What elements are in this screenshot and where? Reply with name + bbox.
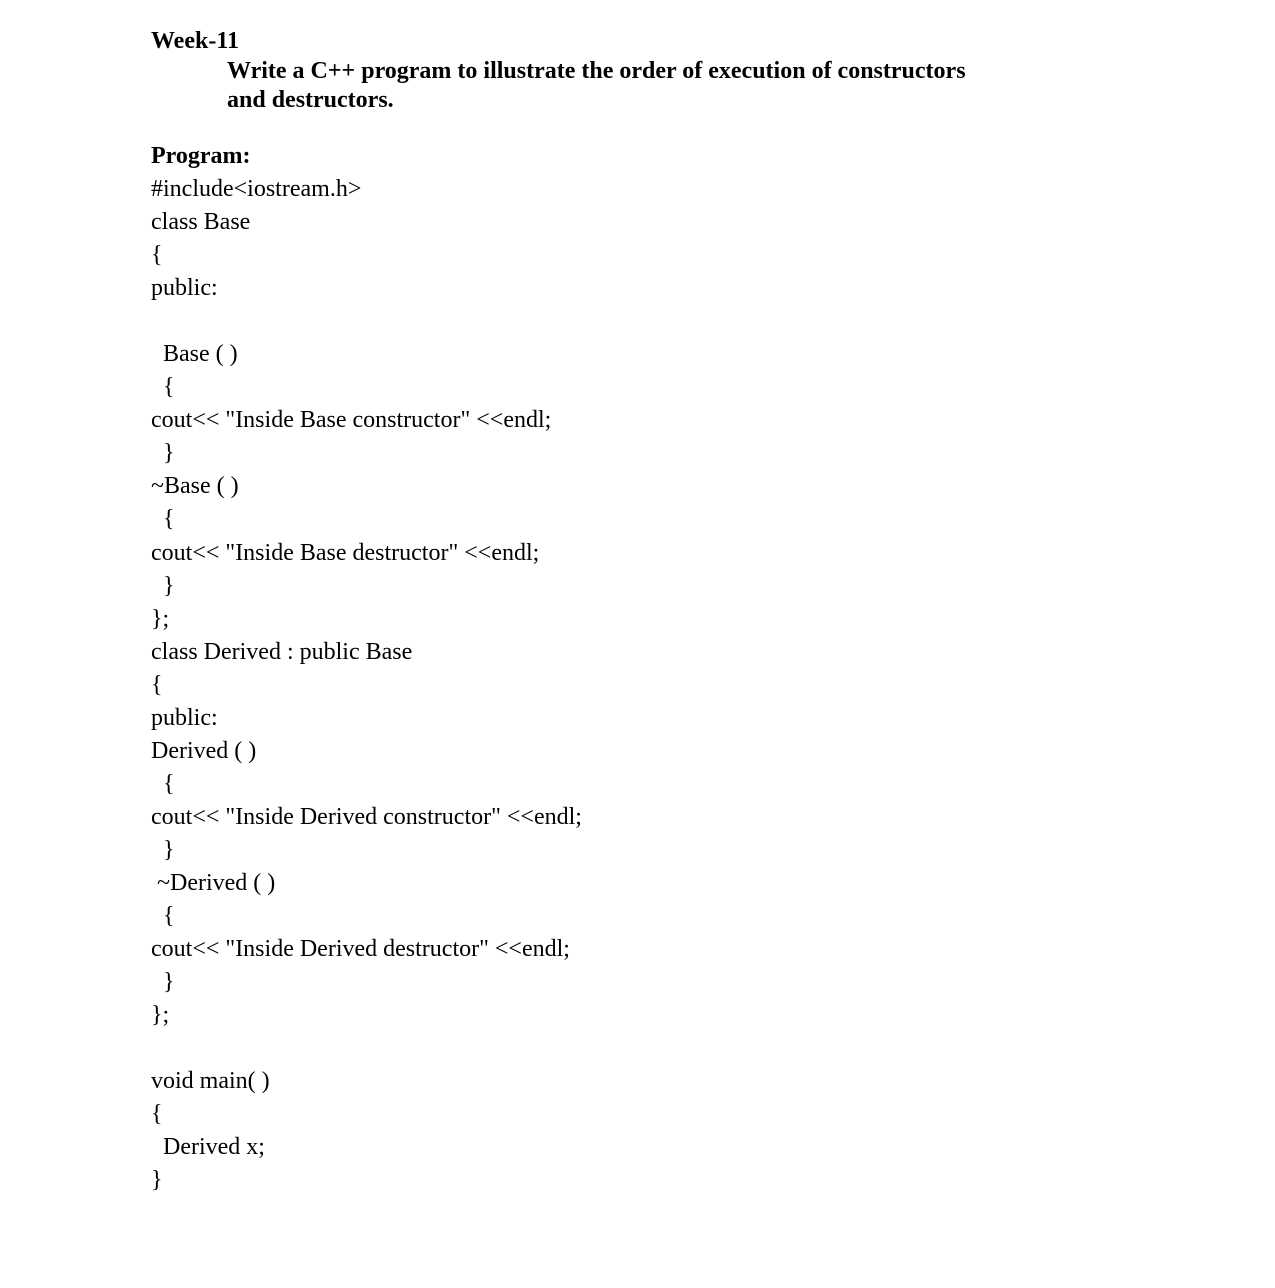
task-line-1: Write a C++ program to illustrate the order of execution of constructors xyxy=(227,58,966,84)
task-statement xyxy=(227,57,966,115)
code-line: Derived ( ) xyxy=(151,737,257,764)
week-title: Week-11 xyxy=(151,28,239,54)
code-line: Base ( ) xyxy=(151,341,238,368)
code-line: class Derived : public Base xyxy=(151,638,413,665)
code-line xyxy=(151,1032,582,1065)
code-line: { xyxy=(151,506,175,533)
task-line-2: and destructors. xyxy=(227,87,394,113)
code-line: } xyxy=(151,969,175,996)
code-line: }; xyxy=(151,605,170,632)
code-line: ~Base ( ) xyxy=(151,473,239,500)
code-line: } xyxy=(151,572,175,599)
code-line: { xyxy=(151,671,163,698)
code-line: public: xyxy=(151,275,218,302)
code-line: cout<< "Inside Derived destructor" <<endl; xyxy=(151,936,570,963)
code-line: cout<< "Inside Base constructor" <<endl; xyxy=(151,407,552,434)
program-heading: Program: xyxy=(151,143,251,169)
code-line: void main( ) xyxy=(151,1068,270,1095)
code-line: { xyxy=(151,242,163,269)
code-line: { xyxy=(151,770,175,797)
code-line: { xyxy=(151,903,175,930)
code-line: ~Derived ( ) xyxy=(151,869,276,896)
code-line: Derived x; xyxy=(151,1134,265,1161)
code-line xyxy=(151,305,582,338)
code-line: { xyxy=(151,374,175,401)
code-line: { xyxy=(151,1101,163,1128)
code-line: public: xyxy=(151,704,218,731)
code-line: class Base xyxy=(151,209,251,236)
code-line: } xyxy=(151,1167,163,1194)
code-listing xyxy=(151,173,582,1197)
code-line: cout<< "Inside Derived constructor" <<endl; xyxy=(151,803,582,830)
code-line: cout<< "Inside Base destructor" <<endl; xyxy=(151,539,540,566)
code-line: } xyxy=(151,440,175,467)
code-line: #include<iostream.h> xyxy=(151,176,362,202)
code-line: }; xyxy=(151,1002,170,1029)
code-line: } xyxy=(151,836,175,863)
